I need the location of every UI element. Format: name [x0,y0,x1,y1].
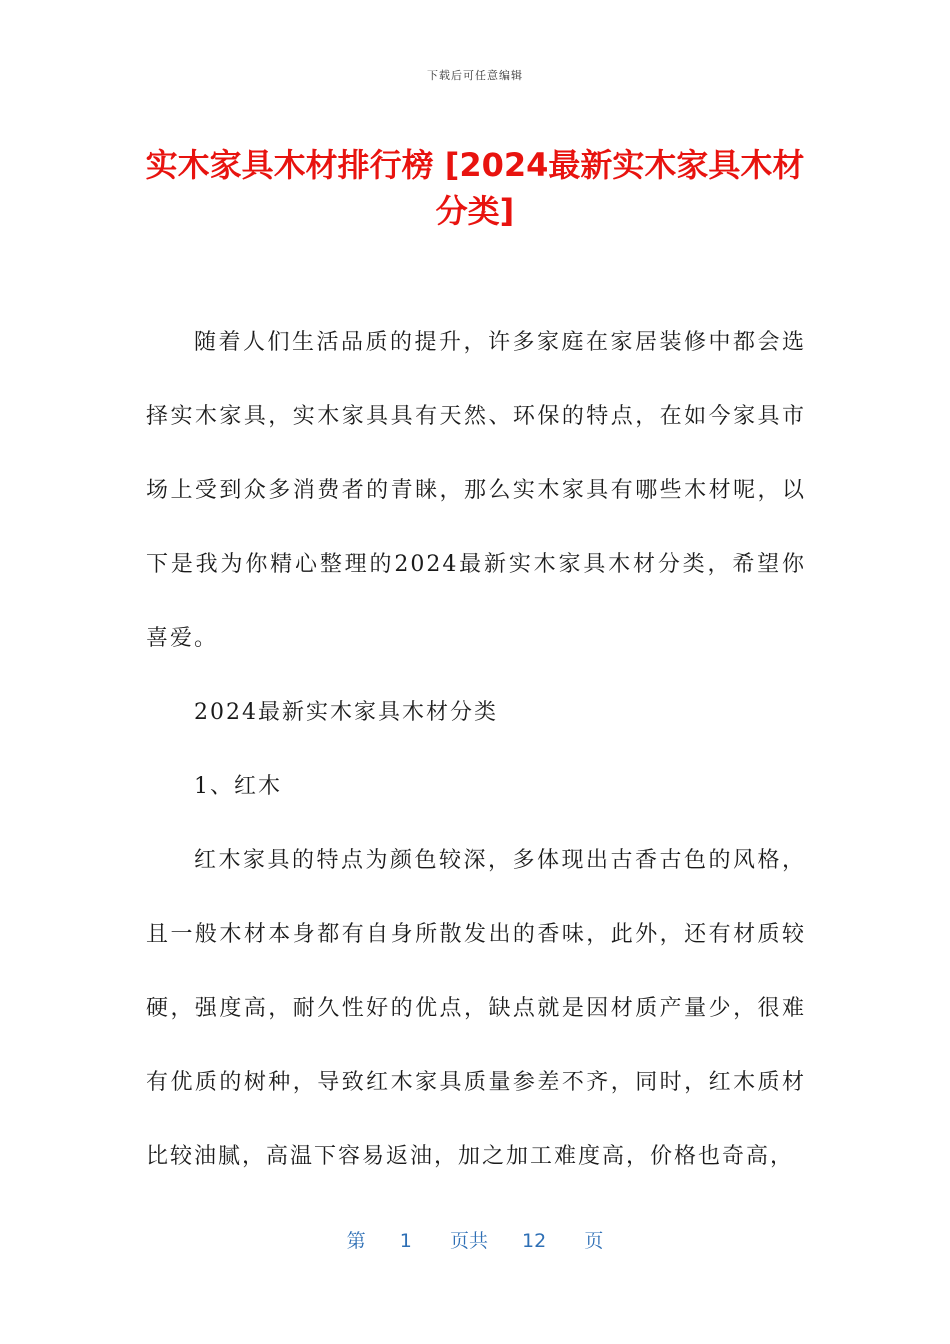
page-suffix: 页 [584,1230,604,1252]
document-body [146,306,806,1194]
page-footer [0,1226,950,1253]
page-prefix: 第 [346,1230,366,1252]
subsection-heading: 1、红木 [194,774,282,799]
header-note: 下载后可任意编辑 [427,69,523,82]
rosewood-paragraph: 红木家具的特点为颜色较深，多体现出古香古色的风格，且一般木材本身都有自身所散发出的香味，此外，还有材质较硬，强度高，耐久性好的优点，缺点就是因材质产量少，很难有优质的树种，导致红木家具质量参差不齐，同时，红木质材比较油腻，高温下容易返油，加之加工难度高，价格也奇高， [146,848,806,1169]
page-current: 1 [399,1230,412,1252]
page-mid: 页共 [449,1230,488,1252]
section-heading: 2024最新实木家具木材分类 [194,700,498,725]
intro-paragraph: 随着人们生活品质的提升，许多家庭在家居装修中都会选择实木家具，实木家具具有天然、环保的特点，在如今家具市场上受到众多消费者的青睐，那么实木家具有哪些木材呢，以下是我为你精心整理的2024最新实木家具木材分类，希望你喜爱。 [146,330,806,651]
page-total: 12 [522,1230,547,1252]
document-title: 实木家具木材排行榜 [2024最新实木家具木材分类] [145,146,805,230]
